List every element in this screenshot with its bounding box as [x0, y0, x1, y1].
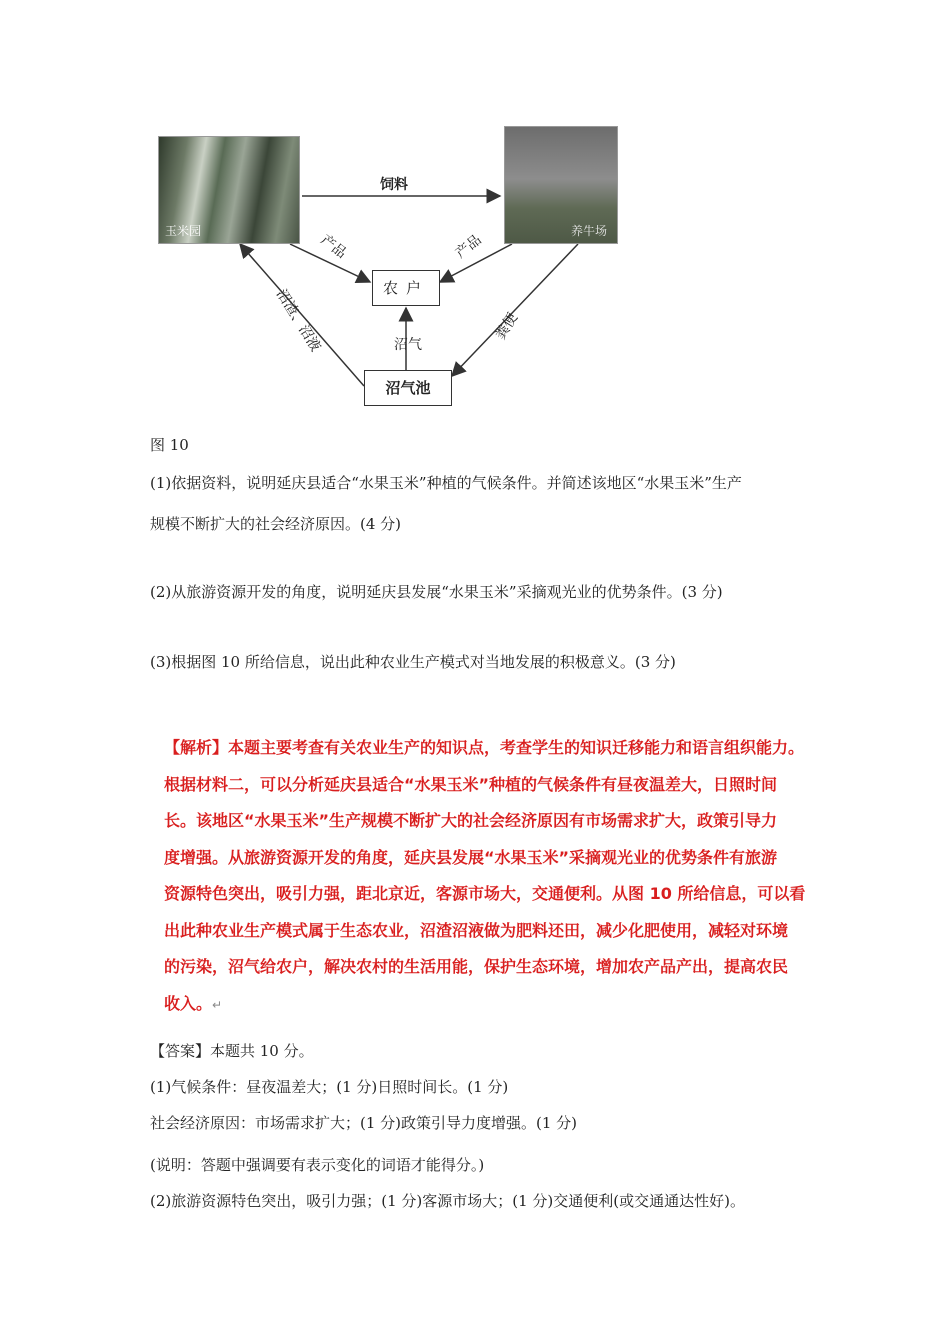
- agriculture-cycle-diagram: [150, 120, 630, 420]
- question-2: (2)从旅游资源开发的角度，说明延庆县发展“水果玉米”采摘观光业的优势条件。(3 分): [150, 583, 723, 601]
- biogas-pool-box: 沼气池: [364, 370, 452, 406]
- answer-line-3: (2)旅游资源特色突出，吸引力强；(1 分)客源市场大；(1 分)交通便利(或交通通达性好)。: [150, 1192, 745, 1210]
- question-1-line-2: 规模不断扩大的社会经济原因。(4 分): [150, 515, 402, 533]
- analysis-line-last: [164, 986, 814, 1024]
- analysis-line: 【解析】本题主要考查有关农业生产的知识点，考查学生的知识迁移能力和语言组织能力。: [164, 738, 805, 757]
- analysis-block: [164, 730, 814, 1023]
- answer-line-1: (1)气候条件：昼夜温差大；(1 分)日照时间长。(1 分): [150, 1078, 509, 1096]
- product-left-label: 产品: [317, 231, 350, 262]
- return-mark: ↵: [212, 997, 223, 1012]
- answer-line-2: 社会经济原因：市场需求扩大；(1 分)政策引导力度增强。(1 分): [150, 1114, 578, 1132]
- manure-label: 粪便: [492, 310, 522, 343]
- figure-caption: 图 10: [150, 436, 189, 454]
- analysis-line: 度增强。从旅游资源开发的角度，延庆县发展“水果玉米”采摘观光业的优势条件有旅游: [164, 847, 778, 867]
- product-right-label: 产品: [452, 231, 485, 262]
- corn-field-photo: [158, 136, 300, 244]
- residue-label: 沼渣、沼液: [272, 286, 324, 355]
- cattle-farm-photo: [504, 126, 618, 244]
- analysis-line: 长。该地区“水果玉米”生产规模不断扩大的社会经济原因有市场需求扩大，政策引导力: [164, 811, 778, 830]
- arrow-cow-to-biogas: [452, 244, 578, 376]
- farmer-box: 农户: [372, 270, 440, 306]
- biogas-gas-label: 沼气: [394, 337, 422, 353]
- analysis-line: 的污染，沼气给农户，解决农村的生活用能，保护生态环境，增加农产品产出，提高农民: [164, 957, 789, 976]
- answer-header: 【答案】本题共 10 分。: [150, 1042, 314, 1060]
- feed-label: 饲料: [380, 177, 408, 193]
- analysis-line: 资源特色突出，吸引力强，距北京近，客源市场大，交通便利。从图 10 所给信息，可以看: [164, 884, 806, 903]
- answer-note: (说明：答题中强调要有表示变化的词语才能得分。): [150, 1156, 485, 1174]
- question-3: (3)根据图 10 所给信息，说出此种农业生产模式对当地发展的积极意义。(3 分): [150, 653, 676, 671]
- analysis-last-text: 收入。: [164, 993, 213, 1013]
- analysis-line: 根据材料二，可以分析延庆县适合“水果玉米”种植的气候条件有昼夜温差大，日照时间: [164, 774, 778, 794]
- cattle-farm-label: 养牛场: [570, 224, 607, 238]
- corn-field-label: 玉米园: [165, 224, 202, 238]
- analysis-line: 出此种农业生产模式属于生态农业，沼渣沼液做为肥料还田，减少化肥使用，减轻对环境: [164, 920, 789, 940]
- question-1-line-1: (1)依据资料，说明延庆县适合“水果玉米”种植的气候条件。并简述该地区“水果玉米”生产: [150, 474, 742, 492]
